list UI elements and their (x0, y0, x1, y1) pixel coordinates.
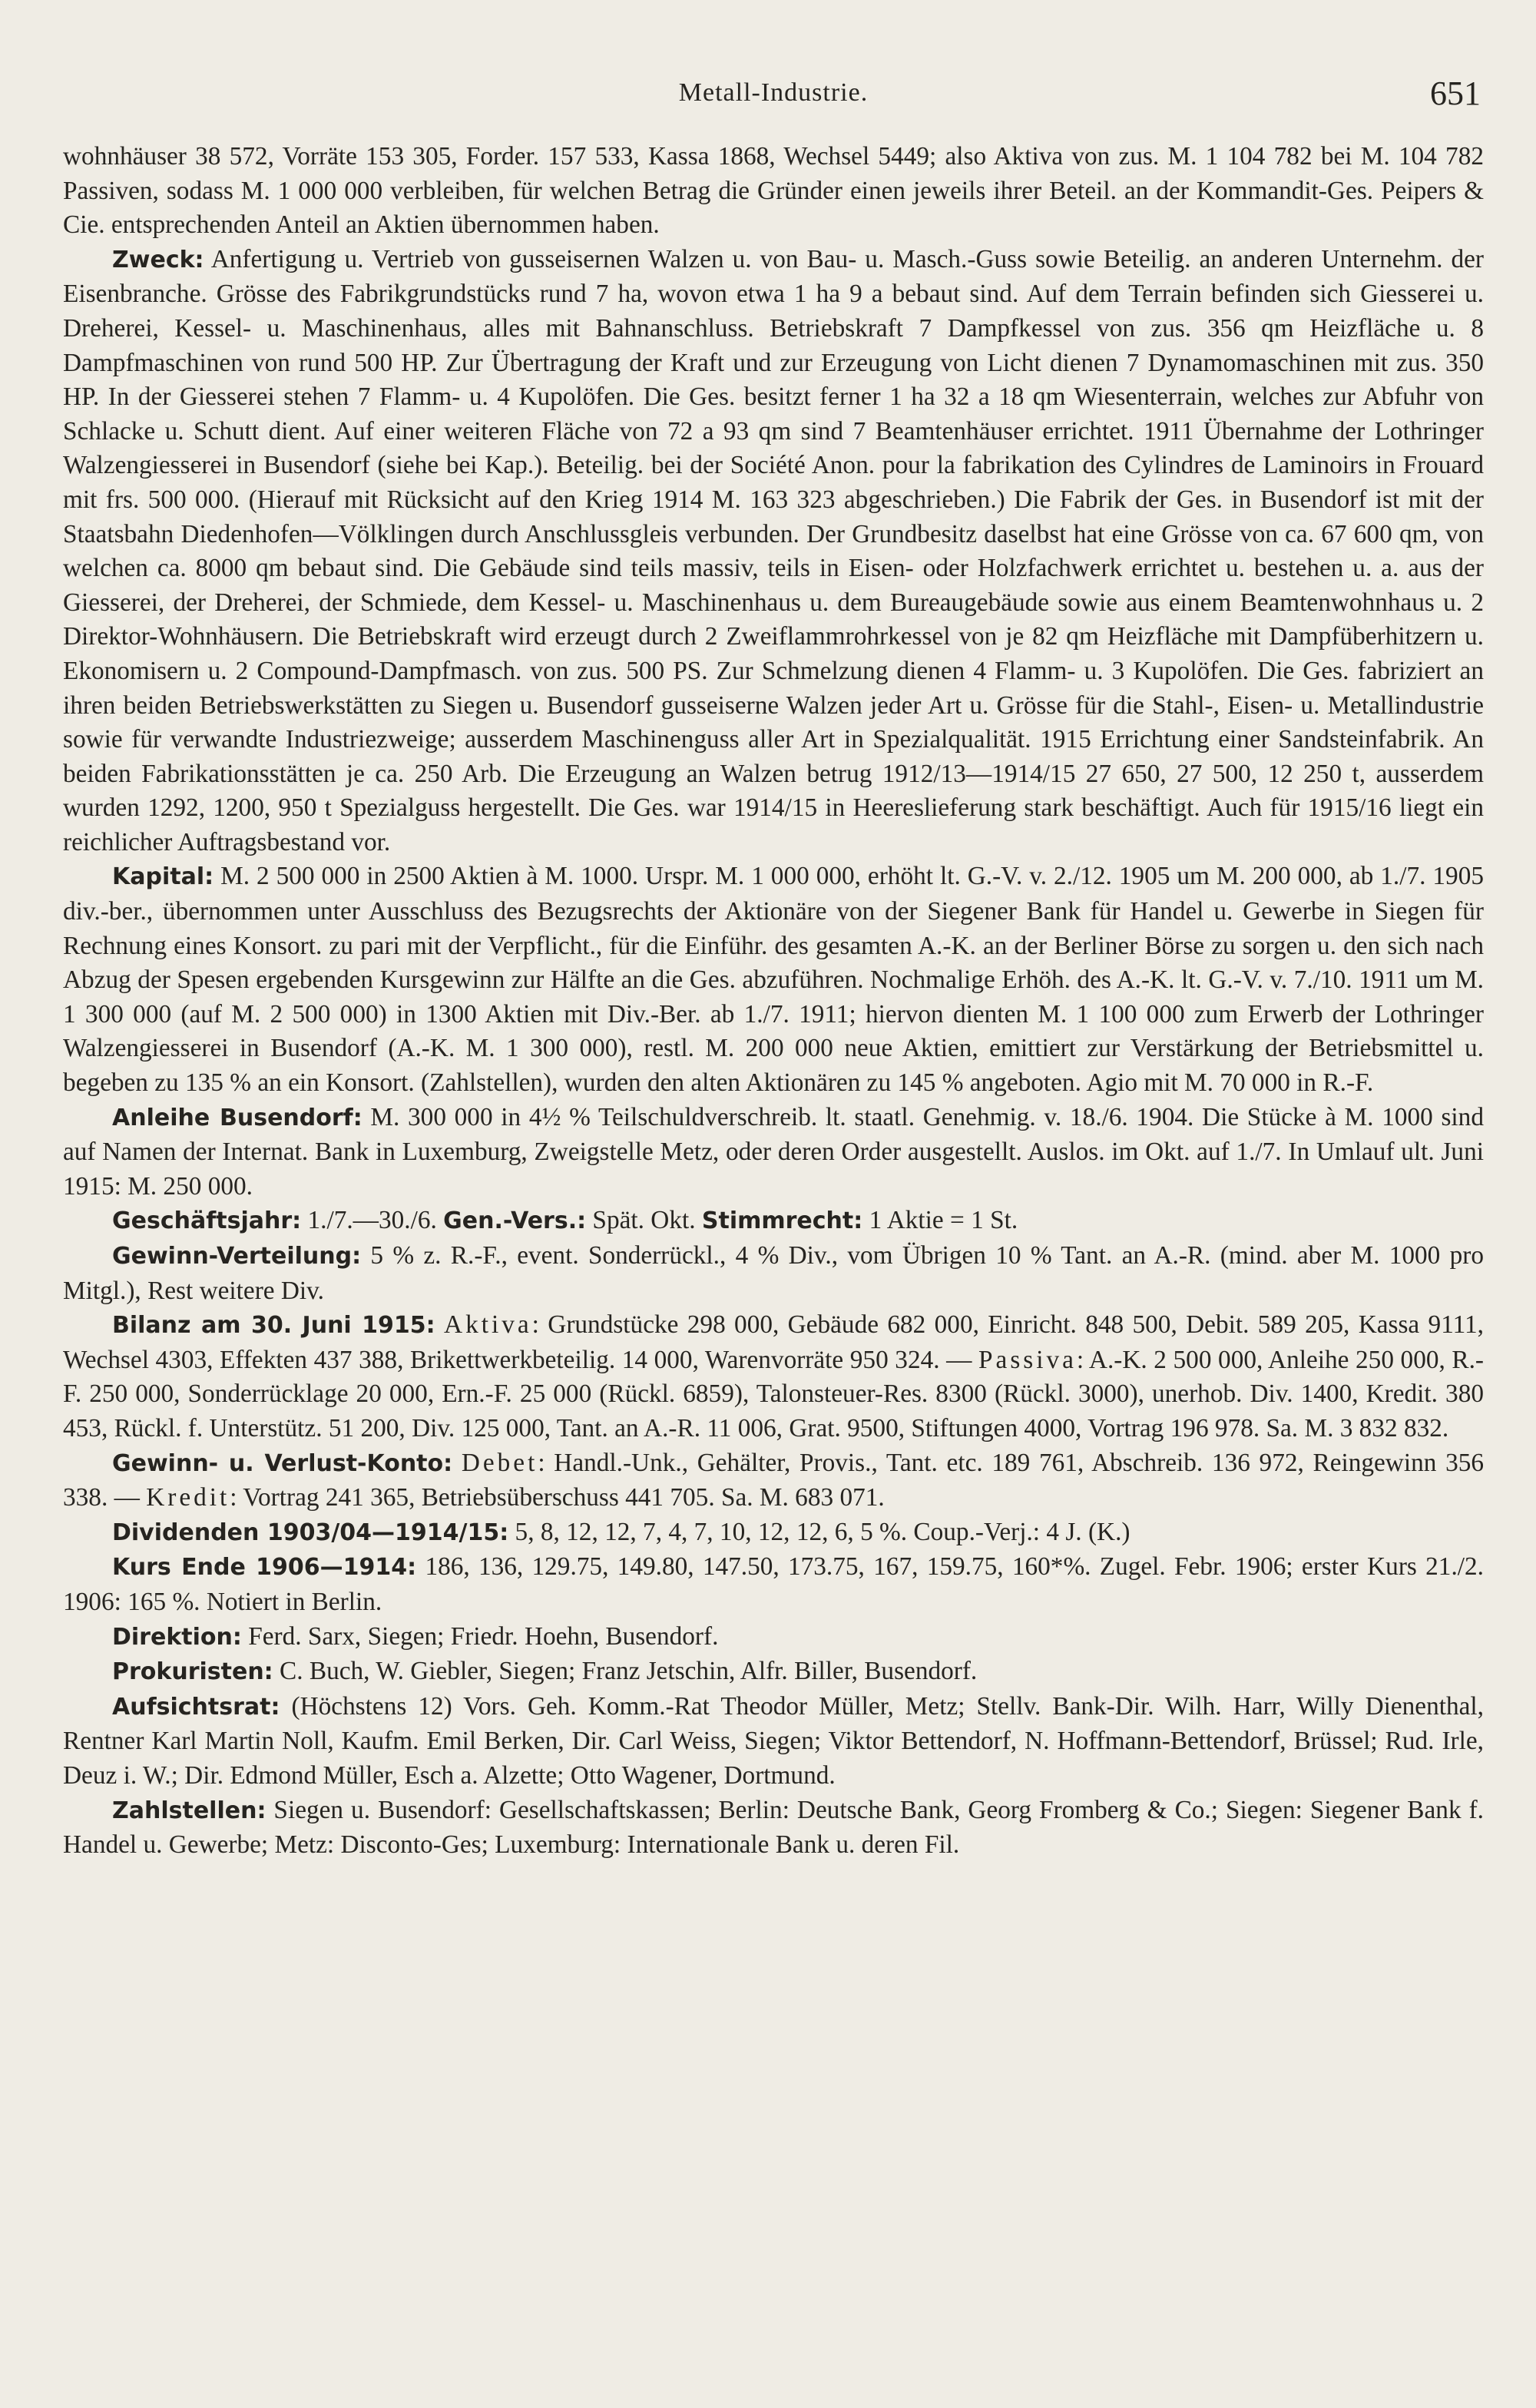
page-number: 651 (1430, 75, 1481, 112)
bilanz-passiva-text: : A.-K. 2 500 000, Anleihe 250 000, R.-F. 250 000, Sonderrücklage 20 000, Ern.-F. 25 000 (Rückl. 6859), Talonsteuer-Res. 8300 (Rückl. 3000), unerhob. Div. 1400, Kredit. 380 453, Rückl. f. Unterstütz. 51 200, Div. 125 000, Tant. an A.-R. 11 006, Grat. 9500, Stiftungen 4000, Vortrag 196 978. Sa. M. 3 832 832. (63, 1345, 1485, 1442)
gen-vers-text: Spät. Okt. (586, 1206, 702, 1235)
bilanz-label: Bilanz am 30. Juni 1915: (112, 1312, 435, 1340)
kredit-text: : Vortrag 241 365, Betriebsüberschuss 441 705. Sa. M. 683 071. (230, 1483, 885, 1512)
kapital-label: Kapital: (112, 863, 214, 891)
paragraph-aufsichtsrat (63, 1690, 1484, 1794)
paragraph-anleihe (63, 1101, 1484, 1204)
paragraph-kapital (63, 860, 1484, 1100)
passiva-heading: Passiva (978, 1345, 1077, 1374)
bilanz-aktiva-text: : Grundstücke 298 000, Gebäude 682 000, Einricht. 848 500, Debit. 589 205, Kassa 9111, Wechsel 4303, Effekten 437 388, Brikettwerkbeteilig. 14 000, Warenvorräte 950 324. — (63, 1310, 1485, 1374)
kurs-text: 186, 136, 129.75, 149.80, 147.50, 173.75, 167, 159.75, 160*%. Zugel. Febr. 1906; erster Kurs 21./2. 1906: 165 %. Notiert in Berlin. (63, 1552, 1484, 1616)
gen-vers-label: Gen.-Vers.: (443, 1207, 587, 1235)
paragraph-geschaeftsjahr (63, 1204, 1484, 1239)
paragraph-prokuristen (63, 1654, 1484, 1690)
prokuristen-label: Prokuristen: (112, 1658, 273, 1686)
paragraph-bilanz (63, 1308, 1484, 1446)
aktiva-heading: Aktiva (444, 1310, 532, 1340)
dividenden-text: 5, 8, 12, 12, 7, 4, 7, 10, 12, 12, 6, 5 %. Coup.-Verj.: 4 J. (K.) (508, 1517, 1130, 1546)
gewinn-verlust-label: Gewinn- u. Verlust-Konto: (112, 1449, 453, 1477)
geschaeftsjahr-text: 1./7.—30./6. (301, 1206, 444, 1235)
document-body (63, 140, 1484, 1863)
paragraph-gewinn-verteilung (63, 1239, 1484, 1308)
paragraph-text: wohnhäuser 38 572, Vorräte 153 305, Forder. 157 533, Kassa 1868, Wechsel 5449; also Aktiva von zus. M. 1 104 782 bei M. 104 782 Passiven, sodass M. 1 000 000 verbleiben, für welchen Betrag die Gründer einen jeweils ihrer Beteil. an der Kommandit-Ges. Peipers & Cie. entsprechenden Anteil an Aktien übernommen haben. (63, 142, 1484, 240)
paragraph-kurs (63, 1550, 1484, 1619)
debet-text: : Handl.-Unk., Gehälter, Provis., Tant. etc. 189 761, Abschreib. 136 972, Reingewinn 356 338. — (63, 1448, 1485, 1512)
stimmrecht-label: Stimmrecht: (701, 1207, 863, 1235)
zahlstellen-label: Zahlstellen: (112, 1797, 266, 1824)
stimmrecht-text: 1 Aktie = 1 St. (862, 1206, 1018, 1235)
gewinn-verteilung-text: 5 % z. R.-F., event. Sonderrückl., 4 % Div., vom Übrigen 10 % Tant. an A.-R. (mind. aber M. 1000 pro Mitgl.), Rest weitere Div. (63, 1241, 1484, 1305)
kredit-heading: Kredit (146, 1483, 230, 1512)
zweck-text: Anfertigung u. Vertrieb von gusseisernen Walzen u. von Bau- u. Masch.-Guss sowie Beteilig. an anderen Unternehm. der Eisenbranche. Grösse des Fabrikgrundstücks rund 7 ha, wovon etwa 1 ha 9 a bebaut sind. Auf dem Terrain befinden sich Giesserei u. Dreherei, Kessel- u. Maschinenhaus, alles mit Bahnanschluss. Betriebskraft 7 Dampfkessel von zus. 356 qm Heizfläche u. 8 Dampfmaschinen von rund 500 HP. Zur Übertragung der Kraft und zur Erzeugung von Licht dienen 7 Dynamomaschinen mit zus. 350 HP. In der Giesserei stehen 7 Flamm- u. 4 Kupolöfen. Die Ges. besitzt ferner 1 ha 32 a 18 qm Wiesenterrain, welches zur Abfuhr von Schlacke u. Schutt dient. Auf einer weiteren Fläche von 72 a 93 qm sind 7 Beamtenhäuser errichtet. 1911 Übernahme der Lothringer Walzengiesserei in Busendorf (siehe bei Kap.). Beteilig. bei der Société Anon. pour la fabrikation des Cylindres de Laminoirs in Frouard mit frs. 500 000. (Hierauf mit Rücksicht auf den Krieg 1914 M. 163 323 abgeschrieben.) Die Fabrik der Ges. in Busendorf ist mit der Staatsbahn Diedenhofen—Völklingen durch Anschlussgleis verbunden. Der Grundbesitz daselbst hat eine Grösse von ca. 67 600 qm, von welchen ca. 8000 qm bebaut sind. Die Gebäude sind teils massiv, teils in Eisen- oder Holzfachwerk errichtet u. bestehen u. a. aus der Giesserei, der Dreherei, der Schmiede, dem Kessel- u. Maschinenhaus u. dem Bureaugebäude sowie aus einem Beamtenwohnhaus u. 2 Direktor-Wohnhäusern. Die Betriebskraft wird erzeugt durch 2 Zweiflammrohrkessel von je 82 qm Heizfläche mit Dampfüberhitzern u. Ekonomisern u. 2 Compound-Dampfmasch. von zus. 500 PS. Zur Schmelzung dienen 4 Flamm- u. 3 Kupolöfen. Die Ges. fabriziert an ihren beiden Betriebswerkstätten zu Siegen u. Busendorf gusseiserne Walzen jeder Art u. Grösse für die Stahl-, Eisen- u. Metallindustrie sowie für verwandte Industriezweige; ausserdem Maschinenguss aller Art in Spezialqualität. 1915 Errichtung einer Sandsteinfabrik. An beiden Fabrikationsstätten je ca. 250 Arb. Die Erzeugung an Walzen betrug 1912/13—1914/15 27 650, 27 500, 12 250 t, ausserdem wurden 1292, 1200, 950 t Spezialguss hergestellt. Die Ges. war 1914/15 in Heereslieferung stark beschäftigt. Auch für 1915/16 liegt ein reichlicher Auftragsbestand vor. (63, 244, 1484, 856)
paragraph-dividenden (63, 1515, 1484, 1551)
direktion-label: Direktion: (112, 1623, 242, 1651)
aufsichtsrat-label: Aufsichtsrat: (112, 1693, 280, 1721)
aufsichtsrat-text: (Höchstens 12) Vors. Geh. Komm.-Rat Theodor Müller, Metz; Stellv. Bank-Dir. Wilh. Harr, Willy Dienenthal, Rentner Karl Martin Noll, Kaufm. Emil Berken, Dir. Carl Weiss, Siegen; Viktor Bettendorf, N. Hoffmann-Bettendorf, Brüssel; Rud. Irle, Deuz i. W.; Dir. Edmond Müller, Esch a. Alzette; Otto Wagener, Dortmund. (63, 1691, 1484, 1790)
running-title: Metall-Industrie. (678, 78, 869, 107)
paragraph-zweck (63, 243, 1484, 860)
anleihe-label: Anleihe Busendorf: (112, 1104, 362, 1131)
gewinn-verteilung-label: Gewinn-Verteilung: (112, 1243, 362, 1270)
kurs-label: Kurs Ende 1906—1914: (112, 1554, 417, 1582)
page-header (63, 69, 1484, 131)
paragraph-direktion (63, 1620, 1484, 1655)
zahlstellen-text: Siegen u. Busendorf: Gesellschaftskassen; Berlin: Deutsche Bank, Georg Fromberg & Co.; Siegen: Siegener Bank f. Handel u. Gewerbe; Metz: Disconto-Ges; Luxemburg: Internationale Bank u. deren Fil. (63, 1795, 1484, 1860)
paragraph-zahlstellen (63, 1794, 1484, 1863)
debet-heading: Debet (461, 1448, 538, 1477)
paragraph-intro (63, 140, 1484, 243)
dividenden-label: Dividenden 1903/04—1914/15: (112, 1519, 509, 1546)
prokuristen-text: C. Buch, W. Giebler, Siegen; Franz Jetschin, Alfr. Biller, Busendorf. (273, 1657, 978, 1686)
anleihe-text: M. 300 000 in 4½ % Teilschuldverschreib. lt. staatl. Genehmig. v. 18./6. 1904. Die Stücke à M. 1000 sind auf Namen der Internat. Bank in Luxemburg, Zweigstelle Metz, oder deren Order ausgestellt. Auslos. im Okt. auf 1./7. In Umlauf ult. Juni 1915: M. 250 000. (63, 1102, 1484, 1201)
kapital-text: M. 2 500 000 in 2500 Aktien à M. 1000. Urspr. M. 1 000 000, erhöht lt. G.-V. v. 2./12. 1905 um M. 200 000, ab 1./7. 1905 div.-ber., übernommen unter Ausschluss des Bezugsrechts der Aktionäre von der Siegener Bank für Handel u. Gewerbe in Siegen für Rechnung eines Konsort. zu pari mit der Verpflicht., für die Einführ. des gesamten A.-K. an der Berliner Börse zu sorgen u. den sich nach Abzug der Spesen ergebenden Kursgewinn zur Hälfte an die Ges. abzuführen. Nochmalige Erhöh. des A.-K. lt. G.-V. v. 7./10. 1911 um M. 1 300 000 (auf M. 2 500 000) in 1300 Aktien mit Div.-Ber. ab 1./7. 1911; hiervon dienten M. 1 100 000 zum Erwerb der Lothringer Walzengiesserei in Busendorf (A.-K. M. 1 300 000), restl. M. 200 000 neue Aktien, emittiert zur Verstärkung der Betriebsmittel u. begeben zu 135 % an ein Konsort. (Zahlstellen), wurden den alten Aktionären zu 145 % angeboten. Agio mit M. 70 000 in R.-F. (63, 862, 1484, 1098)
paragraph-gewinn-verlust (63, 1446, 1484, 1515)
geschaeftsjahr-label: Geschäftsjahr: (112, 1207, 302, 1235)
zweck-label: Zweck: (112, 246, 204, 273)
direktion-text: Ferd. Sarx, Siegen; Friedr. Hoehn, Busendorf. (241, 1621, 719, 1651)
